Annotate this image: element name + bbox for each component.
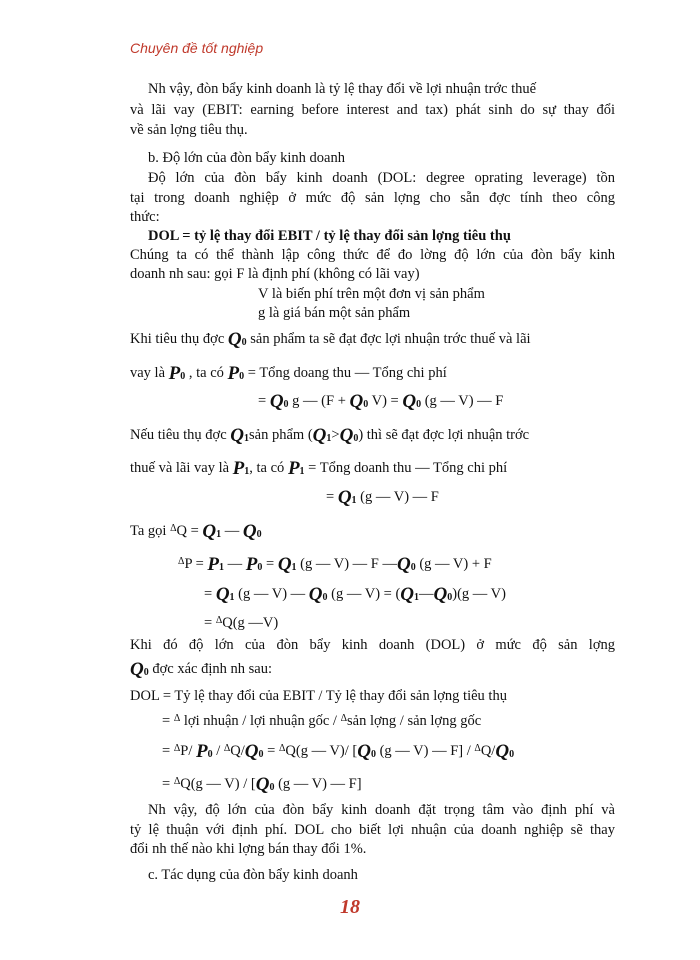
equation-line: $^\Delta$P = P1 — P0 = Q1 (g — V) — F —Q0 (g — V) + F xyxy=(178,554,492,575)
paragraph-line: và lãi vay (EBIT: earning before interest and tax) phát sinh do sự thay đổi xyxy=(130,102,615,118)
equation-line: Khi tiêu thụ đợc Q0 sản phẩm ta sẽ đạt đợc lợi nhuận trớc thuế và lãi xyxy=(130,329,531,350)
dol-main-formula: DOL = tỷ lệ thay đổi EBIT / tỷ lệ thay đổi sản lợng tiêu thụ xyxy=(148,228,511,244)
paragraph-line: doanh nh sau: gọi F là định phí (không có lãi vay) xyxy=(130,266,420,282)
equation-line: = $^\Delta$Q(g —V) xyxy=(204,615,279,631)
definition-g: g là giá bán một sản phẩm xyxy=(258,305,411,321)
paragraph-line: Q0 đợc xác định nh sau: xyxy=(130,659,272,680)
dol-line: = $^\Delta$P/ P0 / $^\Delta$Q/Q0 = $^\Delta$Q(g — V)/ [Q0 (g — V) — F] / $^\Delta$Q/Q0 xyxy=(162,741,515,762)
paragraph-line: thức: xyxy=(130,209,160,225)
paragraph-line: đổi nh thế nào khi lợng bán thay đổi 1%. xyxy=(130,841,367,857)
page-number: 18 xyxy=(340,896,360,918)
paragraph-line: Khi đó độ lớn của đòn bẩy kinh doanh (DOL) ở mức độ sản lợng xyxy=(130,637,615,653)
paragraph-line: Nh vậy, độ lớn của đòn bẩy kinh doanh đặt trọng tâm vào định phí và xyxy=(148,802,615,818)
equation-line: thuế và lãi vay là P1, ta có P1 = Tổng doanh thu — Tổng chi phí xyxy=(130,458,508,479)
paragraph-line: Độ lớn của đòn bẩy kinh doanh (DOL: degree oprating leverage) tồn xyxy=(148,170,615,186)
equation-line: = Q1 (g — V) — F xyxy=(326,487,439,508)
dol-line: = $^\Delta$ lợi nhuận / lợi nhuận gốc / $^\Delta$sản lợng / sản lợng gốc xyxy=(162,713,482,729)
document-header: Chuyên đề tốt nghiệp xyxy=(130,40,264,56)
paragraph-line: tỷ lệ thuận với định phí. DOL cho biết lợi nhuận của doanh nghiệp sẽ thay xyxy=(130,822,615,838)
paragraph-line: tại trong doanh nghiệp ở mức độ sản lợng cho sẵn đợc tính theo công xyxy=(130,190,615,206)
section-heading-c: c. Tác dụng của đòn bẩy kinh doanh xyxy=(148,867,358,883)
equation-line: Nếu tiêu thụ đợc Q1sản phẩm (Q1>Q0) thì sẽ đạt đợc lợi nhuận trớc xyxy=(130,425,530,446)
paragraph-line: Chúng ta có thể thành lập công thức để đo lờng độ lớn của đòn bẩy kinh xyxy=(130,247,615,263)
equation-line: vay là P0 , ta có P0 = Tổng doang thu — Tổng chi phí xyxy=(130,363,447,384)
paragraph-line: Nh vậy, đòn bẩy kinh doanh là tỷ lệ thay đổi về lợi nhuận trớc thuế xyxy=(148,81,537,97)
dol-line: DOL = Tỷ lệ thay đổi của EBIT / Tỷ lệ thay đổi sản lợng tiêu thụ xyxy=(130,688,507,704)
equation-line: Ta gọi $^\Delta$Q = Q1 — Q0 xyxy=(130,521,262,542)
section-heading-b: b. Độ lớn của đòn bẩy kinh doanh xyxy=(148,150,345,166)
paragraph-line: về sản lợng tiêu thụ. xyxy=(130,122,248,138)
equation-line: = Q0 g — (F + Q0 V) = Q0 (g — V) — F xyxy=(258,391,504,412)
dol-line: = $^\Delta$Q(g — V) / [Q0 (g — V) — F] xyxy=(162,774,362,795)
equation-line: = Q1 (g — V) — Q0 (g — V) = (Q1—Q0)(g — V) xyxy=(204,584,506,605)
definition-v: V là biến phí trên một đơn vị sản phẩm xyxy=(258,286,485,302)
